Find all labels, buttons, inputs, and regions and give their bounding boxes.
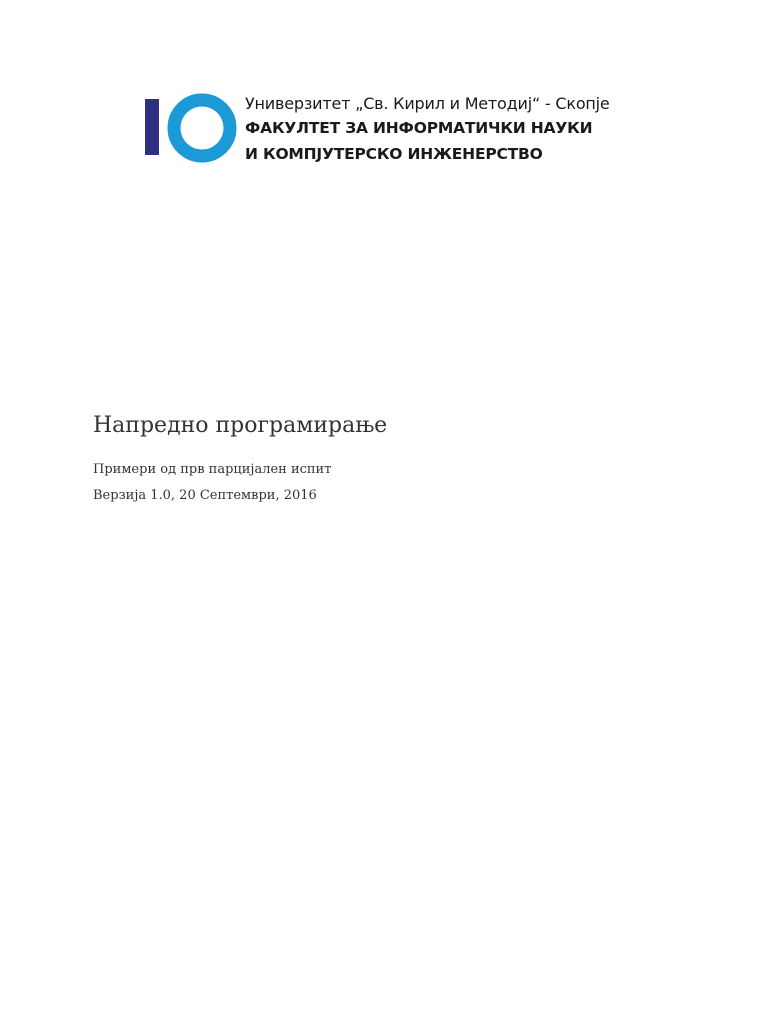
- logo-text: [245, 92, 610, 167]
- faculty-logo: [143, 90, 643, 166]
- faculty-name-line2: И КОМПЈУТЕРСКО ИНЖЕНЕРСТВО: [245, 145, 543, 163]
- logo-bar-mark: [145, 99, 159, 155]
- document-subtitle: Примери од прв парцијален испит: [93, 462, 332, 477]
- document-version: Верзија 1.0, 20 Септември, 2016: [93, 488, 317, 503]
- document-title: Напредно програмирање: [93, 413, 388, 438]
- logo-ring-mark: [167, 93, 237, 163]
- university-name: Универзитет „Св. Кирил и Методиј“ - Скопје: [245, 94, 610, 113]
- faculty-name-line1: ФАКУЛТЕТ ЗА ИНФОРМАТИЧКИ НАУКИ: [245, 119, 593, 137]
